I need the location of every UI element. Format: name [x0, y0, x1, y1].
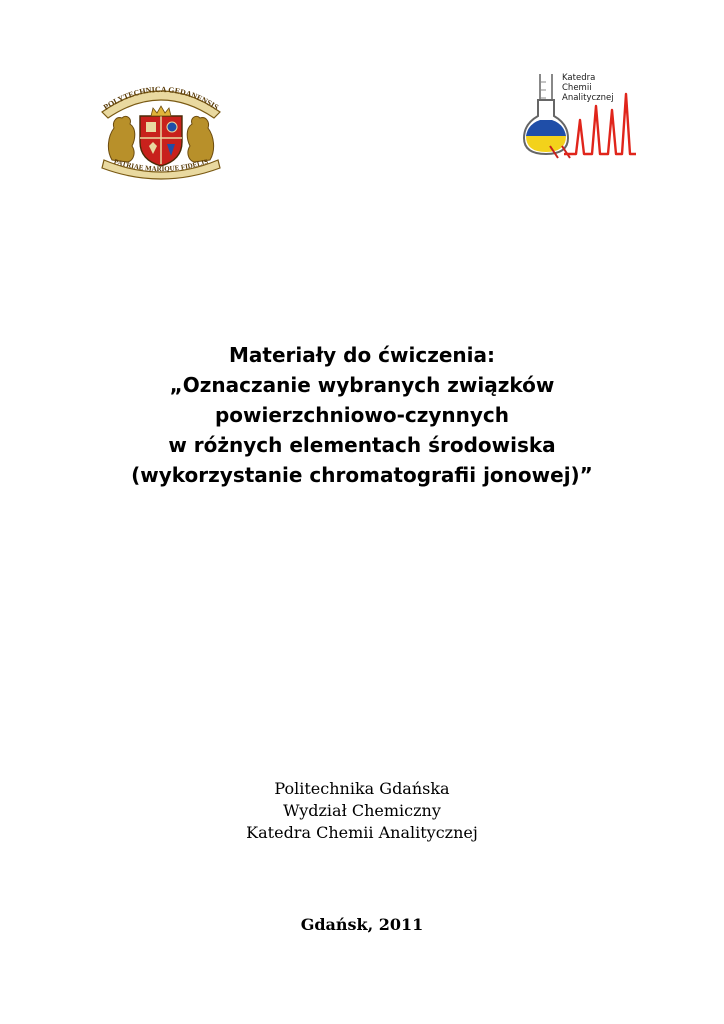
department-logo-text	[562, 73, 614, 103]
title-line: Materiały do ćwiczenia:	[228, 343, 495, 367]
university-name: Politechnika Gdańska	[274, 779, 450, 798]
title-line: (wykorzystanie chromatografii jonowej)”	[131, 463, 593, 487]
place-year: Gdańsk, 2011	[300, 915, 424, 934]
department-name: Katedra Chemii Analitycznej	[246, 823, 478, 842]
title-line: powierzchniowo-czynnych	[214, 403, 510, 427]
svg-text:PATRIAE MARIQUE FIDELIS: PATRIAE MARIQUE FIDELIS	[112, 157, 210, 174]
faculty-name: Wydział Chemiczny	[283, 801, 441, 820]
university-seal-logo	[96, 76, 226, 180]
document-title	[0, 340, 724, 490]
title-line: w różnych elementach środowiska	[168, 433, 556, 457]
institution-block	[0, 778, 724, 844]
title-line: „Oznaczanie wybranych związków	[169, 373, 555, 397]
department-logo-line: Chemii	[562, 83, 592, 93]
department-logo-line: Katedra	[562, 73, 596, 83]
svg-text:POLYTECHNICA GEDANENSIS: POLYTECHNICA GEDANENSIS	[101, 84, 221, 112]
department-logo-line: Analitycznej	[562, 93, 614, 103]
